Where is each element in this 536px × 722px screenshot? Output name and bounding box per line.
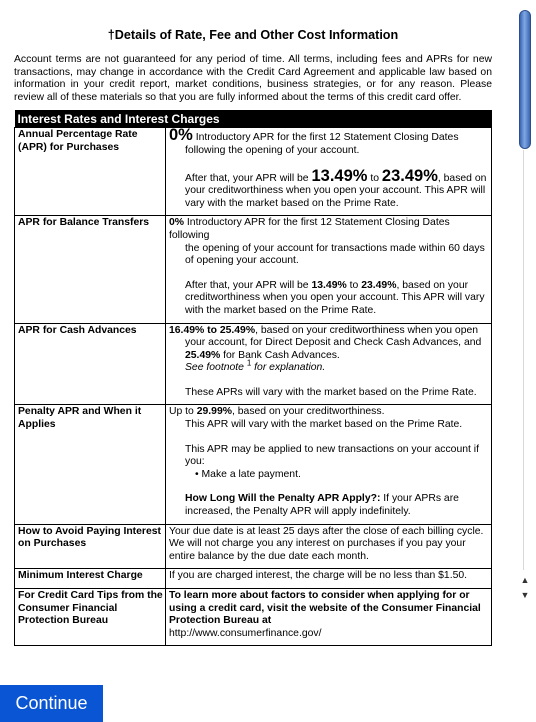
apr-high: 23.49% [381, 166, 438, 185]
disclosure-title: †Details of Rate, Fee and Other Cost Information [107, 28, 399, 42]
scroll-up-icon[interactable]: ▲ [520, 575, 530, 585]
row-value-cash-advances: 16.49% to 25.49%, based on your creditworthiness when you open your account, for Direct Deposit and Check Cash Advances, and 25.49% for Bank Cash Advances. See footnote $^1$ for explanation. These APRs will vary with the market based on the Prime Rate. [166, 323, 492, 405]
table-row [15, 405, 492, 524]
row-value-purchases: 0% Introductory APR for the first 12 Statement Closing Dates following the opening of your account. After that, your APR will be 13.49% to 23.49%, based on your creditworthiness when you open your account. This APR will vary with the market based on the Prime Rate. [166, 128, 492, 216]
row-label-penalty: Penalty APR and When it Applies [15, 405, 166, 524]
apr-low: 13.49% [311, 166, 368, 185]
table-row [15, 323, 492, 405]
row-label-balance-transfers: APR for Balance Transfers [15, 216, 166, 323]
row-label-avoid-interest: How to Avoid Paying Interest on Purchases [15, 524, 166, 569]
row-label-cash-advances: APR for Cash Advances [15, 323, 166, 405]
footnote-reference: See footnote $^1$ for explanation. [185, 358, 326, 374]
continue-button[interactable]: Continue [0, 685, 103, 722]
list-item: • Make a late payment. [195, 468, 301, 480]
row-label-purchases: Annual Percentage Rate (APR) for Purchases [15, 128, 166, 216]
table-row [15, 128, 492, 216]
table-row [15, 569, 492, 589]
row-value-balance-transfers: 0% Introductory APR for the first 12 Statement Closing Dates following the opening of your account for transactions made within 60 days of opening your account. After that, your APR will be 13.49% to 23.49%, based on your creditworthiness when you open your account. This APR will vary with the market based on the Prime Rate. [166, 216, 492, 323]
table-row [15, 524, 492, 569]
rates-table [14, 110, 492, 646]
row-label-cfpb: For Credit Card Tips from the Consumer Financial Protection Bureau [15, 589, 166, 646]
disclosure-content [14, 0, 492, 646]
row-value-avoid-interest: Your due date is at least 25 days after the close of each billing cycle. We will not charge you any interest on purchases if you pay your entire balance by the due date each month. [166, 524, 492, 569]
scroll-down-icon[interactable]: ▼ [520, 590, 530, 600]
scrollbar-thumb[interactable] [519, 10, 531, 149]
table-header: Interest Rates and Interest Charges [15, 110, 492, 128]
row-value-minimum-charge: If you are charged interest, the charge will be no less than $1.50. [166, 569, 492, 589]
scrollbar-track [523, 150, 524, 570]
row-label-minimum-charge: Minimum Interest Charge [15, 569, 166, 589]
table-row [15, 216, 492, 323]
cfpb-link[interactable]: http://www.consumerfinance.gov/ [169, 627, 322, 639]
disclosure-intro: Account terms are not guaranteed for any period of time. All terms, including fees and APRs for new transactions, may change in accordance with the Credit Card Agreement and applicable law based on information in your credit report, market conditions, business strategies, or for any reason. Please review all of these materials so that you are fully informed about the terms of this credit card offer. [14, 54, 492, 103]
row-value-cfpb: To learn more about factors to consider when applying for or using a credit card, visit the website of the Consumer Financial Protection Bureau at http://www.consumerfinance.gov/ [166, 589, 492, 646]
row-value-penalty: Up to 29.99%, based on your creditworthiness. This APR will vary with the market based on the Prime Rate. This APR may be applied to new transactions on your account if you: • Make a late payment. How Long Will the Penalty APR Apply?: If your APRs are increased, the Penalty APR will apply indefinitely. [166, 405, 492, 524]
intro-rate: 0% [169, 126, 193, 145]
table-row [15, 589, 492, 646]
